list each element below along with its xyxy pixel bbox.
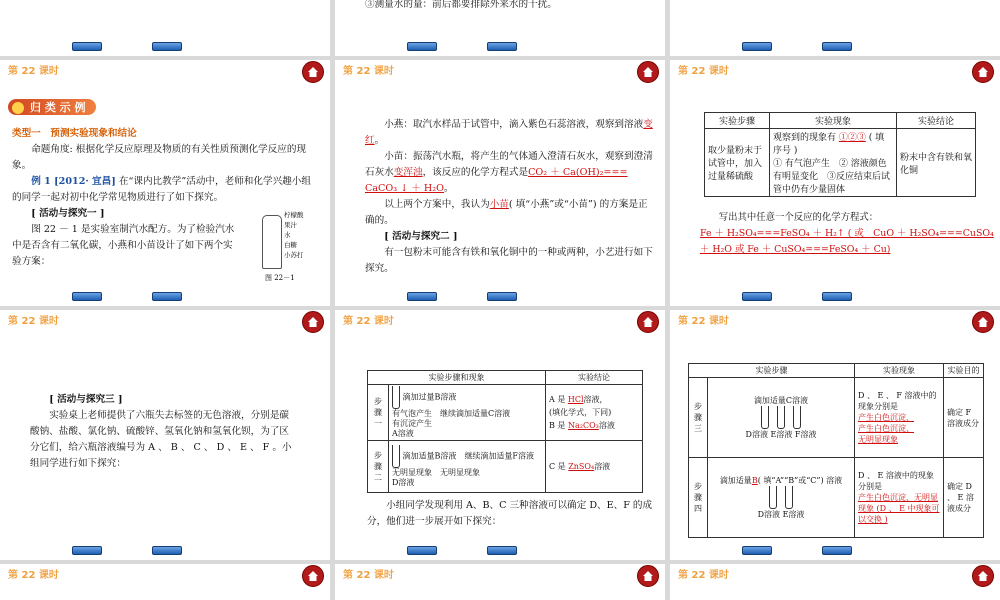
slide-8 [335, 310, 665, 560]
next-button[interactable] [822, 42, 852, 51]
slide-text: ③测量水的量：前后都要排除外来水的干扰。 [365, 0, 557, 10]
home-button[interactable] [972, 311, 994, 333]
slide-nav [335, 546, 665, 554]
slide-title: 第 22 课时 [678, 316, 729, 327]
table-row [705, 129, 976, 197]
paragraph: 小组同学发现利用 A、B、C 三种溶液可以确定 D、E、F 的成分，他们进一步展开如下探究： [367, 500, 653, 527]
next-button[interactable] [152, 42, 182, 51]
table-row [689, 458, 984, 538]
step-label: 步骤四 [689, 458, 708, 538]
table-cell: D 、 E 、 F 溶液中的现象分别是 产生白色沉淀、 产生白色沉淀、 无明显现象 [855, 378, 944, 458]
step-label: 步骤三 [689, 378, 708, 458]
home-button[interactable] [972, 61, 994, 83]
prev-button[interactable] [742, 42, 772, 51]
slide-9 [670, 310, 1000, 560]
slide-title: 第 22 课时 [678, 66, 729, 77]
category-tag: 归 类 示 例 [8, 96, 96, 115]
experiment-table [688, 363, 984, 538]
activity-title: [ 活动与探究二 ] [384, 231, 458, 242]
home-icon [977, 570, 989, 582]
slide-2 [335, 0, 665, 56]
home-button[interactable] [302, 311, 324, 333]
paragraph: 实验桌上老师提供了六瓶失去标签的无色溶液，分别是碳酸钠、盐酸、氯化钠、硫酸锌、氢氧化钠和氢氧化钡，为了区分它们，给六瓶溶液编号为 A 、 B 、 C 、 D 、 E 、 F 。小组同学进行如下探究： [30, 410, 292, 469]
paragraph: 有一包粉末可能含有铁和氧化铜中的一种或两种，小艺进行如下探究。 [365, 247, 653, 274]
table-cell: C 是 ZnSO₄溶液 [546, 441, 643, 493]
step-diagram: 滴加适量C溶液 D溶液 E溶液 F溶液 [708, 378, 855, 458]
paragraph: 命题角度: 根据化学反应原理及物质的有关性质预测化学反应的现象。 [12, 144, 307, 171]
type-title: 类型一 预测实验现象和结论 [12, 128, 137, 139]
slide-1 [0, 0, 330, 56]
next-button[interactable] [822, 292, 852, 301]
home-icon [642, 570, 654, 582]
next-button[interactable] [487, 292, 517, 301]
table-cell: 取少量粉末于试管中，加入过量稀硫酸 [705, 129, 770, 197]
prev-button[interactable] [742, 292, 772, 301]
slide-nav [335, 42, 665, 50]
table-row [689, 378, 984, 458]
table-header: 实验结论 [897, 113, 976, 129]
answer-equation: Fe ＋ H₂SO₄===FeSO₄ ＋ H₂↑ ( 或 CuO ＋ H₂SO₄===CuSO₄ [700, 228, 994, 239]
table-header: 实验步骤 [689, 364, 855, 378]
slide-title: 第 22 课时 [343, 66, 394, 77]
table-row [368, 441, 643, 493]
step-label: 步骤一 [368, 385, 389, 441]
table-cell: A 是 HCl溶液， (填化学式，下同) B 是 Na₂CO₃溶液 [546, 385, 643, 441]
slide-11 [335, 564, 665, 600]
paragraph: 小苗：振荡汽水瓶，将产生的气体通入澄清石灰水，观察到澄清石灰水变浑浊，该反应的化学方程式是CO₂ ＋ Ca(OH)₂=== CaCO₃ ↓ ＋ H₂O。 [365, 151, 653, 194]
bottle-figure [262, 215, 282, 269]
paragraph: 以上两个方案中，我认为小苗( 填“小燕”或“小苗”) 的方案是正确的。 [365, 199, 648, 226]
activity-title: [ 活动与探究一 ] [31, 208, 105, 219]
table-header: 实验结论 [546, 371, 643, 385]
home-icon [307, 66, 319, 78]
slide-nav [0, 42, 330, 50]
slide-4 [0, 60, 330, 306]
table-cell: 观察到的现象有 ①②③ ( 填序号 ) ① 有气泡产生 ② 溶液颜色有明显变化 ③反应结束后试管中仍有少量固体 [770, 129, 897, 197]
table-header: 实验步骤 [705, 113, 770, 129]
slide-12 [670, 564, 1000, 600]
home-button[interactable] [972, 565, 994, 587]
slide-nav [0, 546, 330, 554]
prev-button[interactable] [742, 546, 772, 555]
prev-button[interactable] [407, 546, 437, 555]
slide-nav [335, 292, 665, 300]
table-cell: 确定 F 溶液成分 [944, 378, 984, 458]
table-cell: D 、 E 溶液中的现象分别是 产生白色沉淀、无明显现象 (D 、 E 中现象可以交换 ) [855, 458, 944, 538]
slide-7 [0, 310, 330, 560]
bottle-labels: 柠檬酸 果汁 水 白糖 小苏打 [284, 211, 304, 259]
table-row [368, 385, 643, 441]
slide-3 [670, 0, 1000, 56]
home-button[interactable] [637, 61, 659, 83]
table-header: 实验目的 [944, 364, 984, 378]
answer-equation: ＋ H₂O 或 Fe ＋ CuSO₄===FeSO₄ ＋ Cu) [700, 244, 891, 255]
experiment-table [367, 370, 643, 493]
next-button[interactable] [822, 546, 852, 555]
home-icon [307, 570, 319, 582]
step-diagram: 滴加过量B溶液 有气泡产生 继续滴加适量C溶液 有沉淀产生 A溶液 [389, 385, 546, 441]
prev-button[interactable] [407, 42, 437, 51]
home-button[interactable] [637, 311, 659, 333]
slide-5 [335, 60, 665, 306]
table-cell: 确定 D 、 E 溶液成分 [944, 458, 984, 538]
step-label: 步骤二 [368, 441, 389, 493]
table-header: 实验现象 [855, 364, 944, 378]
slide-nav [0, 292, 330, 300]
home-icon [642, 66, 654, 78]
slide-nav [670, 292, 1000, 300]
paragraph: 图 22 － 1 是实验室制汽水配方。为了检验汽水中是否含有二氧化碳，小燕和小苗设计了如下两个实验方案： [12, 224, 235, 267]
home-button[interactable] [637, 565, 659, 587]
slide-title: 第 22 课时 [343, 316, 394, 327]
home-button[interactable] [302, 565, 324, 587]
table-header: 实验步骤和现象 [368, 371, 546, 385]
home-icon [642, 316, 654, 328]
slide-6 [670, 60, 1000, 306]
next-button[interactable] [152, 292, 182, 301]
slide-title: 第 22 课时 [343, 570, 394, 581]
home-button[interactable] [302, 61, 324, 83]
table-header: 实验现象 [770, 113, 897, 129]
paragraph: 小燕：取汽水样品于试管中，滴入紫色石蕊溶液，观察到溶液变红。 [365, 119, 653, 146]
prev-button[interactable] [72, 42, 102, 51]
home-icon [977, 66, 989, 78]
prev-button[interactable] [72, 292, 102, 301]
table-cell: 粉末中含有铁和氧化铜 [897, 129, 976, 197]
example: 例 1 [2012· 宜昌] 在“课内比教学”活动中，老师和化学兴趣小组的同学一起对初中化学常见物质进行了如下探究。 [12, 176, 311, 203]
activity-title: [ 活动与探究三 ] [49, 394, 123, 405]
next-button[interactable] [487, 546, 517, 555]
slide-title: 第 22 课时 [8, 66, 59, 77]
figure-caption: 图 22－1 [265, 274, 295, 282]
slide-nav [670, 546, 1000, 554]
step-diagram: 滴加适量B溶液 继续滴加适量F溶液 无明显现象 无明显现象 D溶液 [389, 441, 546, 493]
home-icon [307, 316, 319, 328]
prev-button[interactable] [407, 292, 437, 301]
next-button[interactable] [152, 546, 182, 555]
next-button[interactable] [487, 42, 517, 51]
experiment-table [704, 112, 976, 197]
step-diagram: 滴加适量B( 填“A”“B”或“C”) 溶液 D溶液 E溶液 [708, 458, 855, 538]
prev-button[interactable] [72, 546, 102, 555]
home-icon [977, 316, 989, 328]
question: 写出其中任意一个反应的化学方程式： [718, 212, 879, 223]
slide-title: 第 22 课时 [8, 570, 59, 581]
slide-title: 第 22 课时 [678, 570, 729, 581]
slide-nav [670, 42, 1000, 50]
slide-title: 第 22 课时 [8, 316, 59, 327]
slide-10 [0, 564, 330, 600]
